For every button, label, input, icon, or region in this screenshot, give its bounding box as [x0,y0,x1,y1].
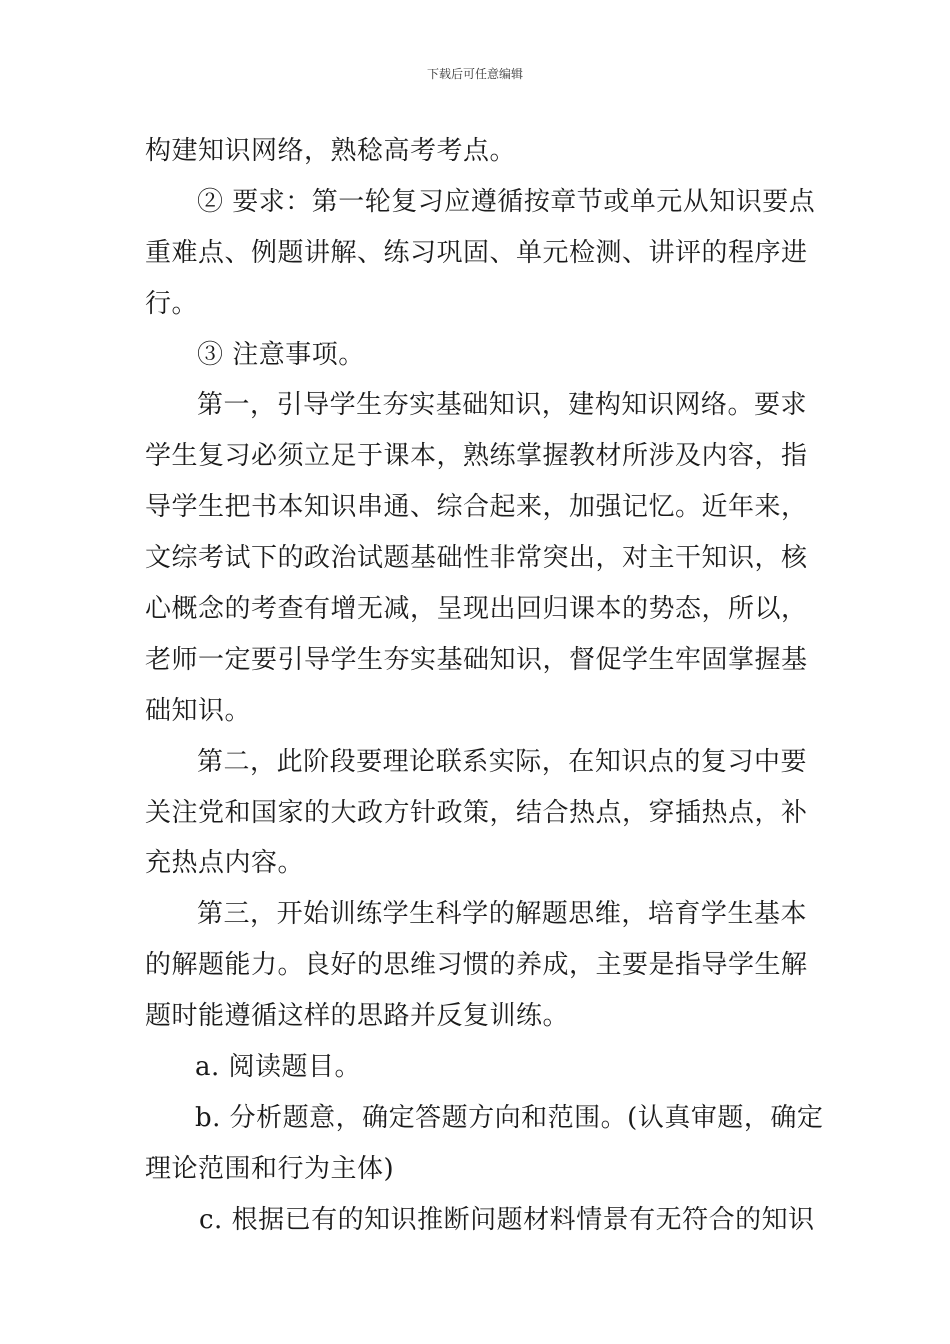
text-line: 第三，开始训练学生科学的解题思维，培育学生基本 [197,899,807,930]
text-line: 础知识。 [145,695,252,726]
text-line: 题时能遵循这样的思路并反复训练。 [145,1001,570,1032]
document-body [145,126,824,1246]
list-item-c: c. 根据已有的知识推断问题材料情景有无符合的知识 [199,1204,815,1235]
list-item-a: a. 阅读题目。 [195,1052,362,1083]
text-line: ② 要求：第一轮复习应遵循按章节或单元从知识要点 [197,186,816,217]
text-line: 第一，引导学生夯实基础知识，建构知识网络。要求 [197,390,807,421]
text-line: 充热点内容。 [145,848,305,879]
text-line: 学生复习必须立足于课本，熟练掌握教材所涉及内容，指 [145,441,808,472]
text-line: 老师一定要引导学生夯实基础知识，督促学生牢固掌握基 [145,644,808,675]
text-line: 理论范围和行为主体) [145,1153,395,1184]
text-line: 第二，此阶段要理论联系实际，在知识点的复习中要 [197,746,807,777]
text-line: 导学生把书本知识串通、综合起来，加强记忆。近年来， [145,492,808,523]
text-line: 关注党和国家的大政方针政策，结合热点，穿插热点，补 [145,797,808,828]
text-line: 行。 [145,288,199,319]
text-line: 文综考试下的政治试题基础性非常突出，对主干知识，核 [145,543,808,574]
text-line: ③ 注意事项。 [197,339,365,370]
list-item-b: b. 分析题意，确定答题方向和范围。(认真审题，确定 [195,1102,824,1133]
text-line: 心概念的考查有增无减，呈现出回归课本的势态，所以， [145,594,808,625]
text-line: 的解题能力。良好的思维习惯的养成，主要是指导学生解 [145,950,808,981]
text-line: 重难点、例题讲解、练习巩固、单元检测、讲评的程序进 [145,237,808,268]
page-header: 下载后可任意编辑 [426,67,523,81]
text-line: 构建知识网络，熟稔高考考点。 [145,136,517,166]
